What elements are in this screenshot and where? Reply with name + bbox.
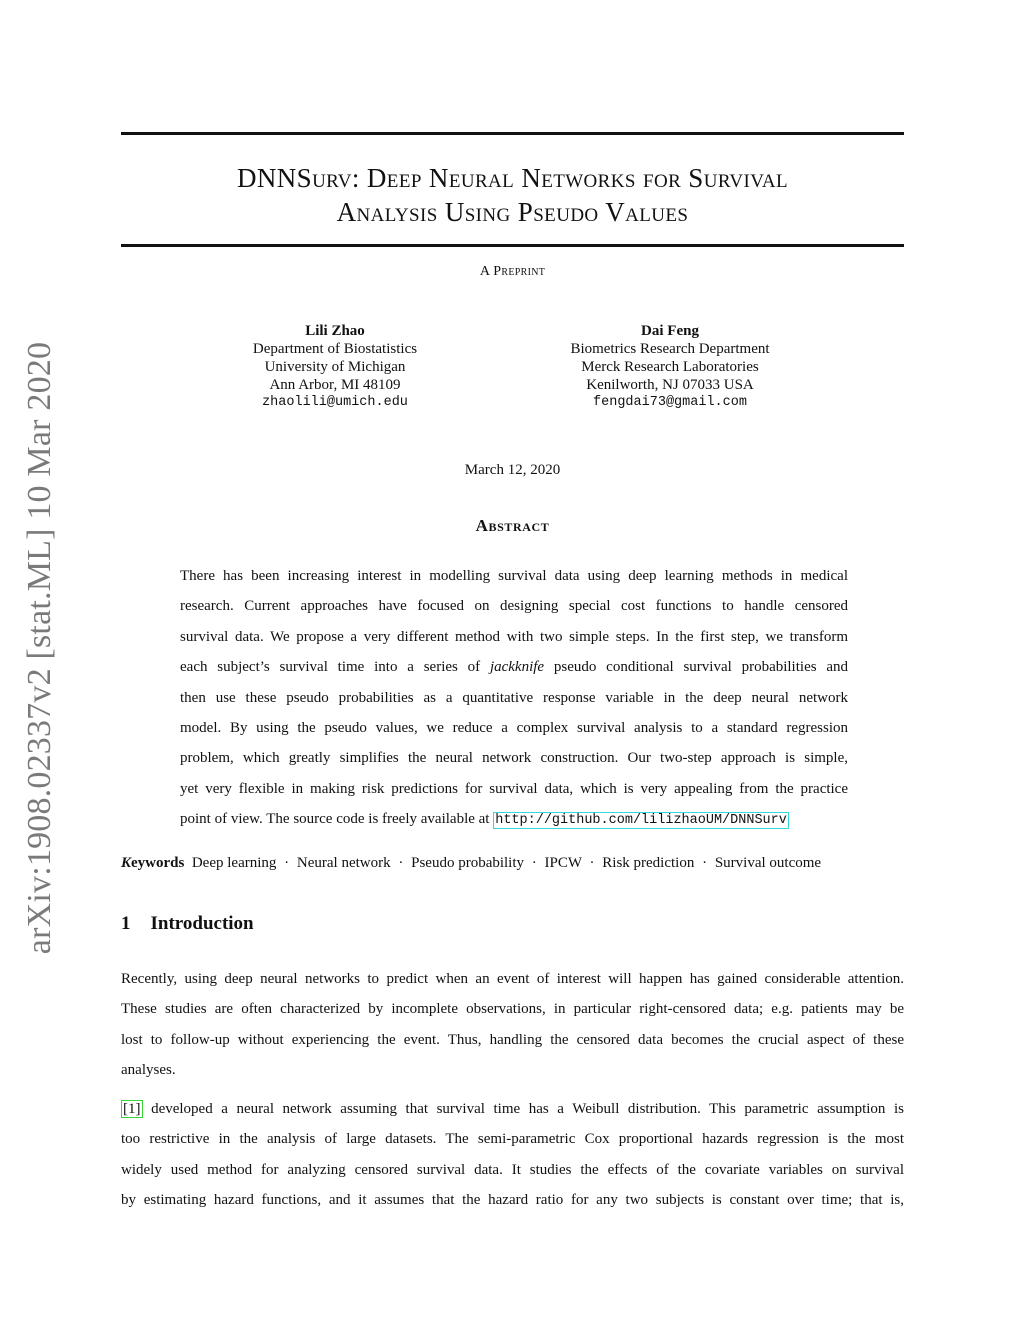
author-location: Ann Arbor, MI 48109: [269, 377, 401, 393]
keyword-separator: ·: [702, 855, 708, 871]
abstract-line: [180, 804, 848, 834]
author-department: Department of Biostatistics: [252, 341, 418, 357]
paragraph-text: developed a neural network assuming that survival time has a Weibull distribution. This parametric assumption is: [142, 1101, 904, 1117]
abstract-line: There has been increasing interest in modelling survival data using deep learning methods in medical: [180, 568, 848, 584]
paragraph-line: Recently, using deep neural networks to predict when an event of interest will happen has gained considerable attention.: [121, 971, 904, 987]
intro-paragraph-1: [121, 964, 904, 1086]
title-top-rule: [121, 132, 904, 135]
keywords: [121, 855, 821, 872]
author-block-1: [215, 322, 455, 412]
title-bottom-rule: [121, 244, 904, 247]
section-number: 1: [121, 913, 131, 934]
abstract-line: problem, which greatly simplifies the neural network construction. Our two-step approach is simple,: [180, 750, 848, 767]
abstract-text: point of view. The source code is freely available at: [180, 811, 494, 828]
keywords-label: eywords: [131, 855, 185, 871]
abstract-line: then use these pseudo probabilities as a quantitative response variable in the deep neural network: [180, 689, 848, 706]
source-code-link[interactable]: http://github.com/lilizhaoUM/DNNSurv: [495, 813, 787, 829]
keyword-item: Survival outcome: [714, 855, 822, 871]
paragraph-line: lost to follow-up without experiencing the event. Thus, handling the censored data becomes the crucial aspect of these: [121, 1031, 904, 1048]
publication-date: March 12, 2020: [464, 462, 561, 478]
author-location: Kenilworth, NJ 07033 USA: [586, 377, 754, 393]
paper-title-line-1: DNNSurv: Deep Neural Networks for Survival: [236, 163, 789, 193]
author-block-2: [530, 322, 810, 412]
author-email[interactable]: fengdai73@gmail.com: [593, 395, 747, 410]
preprint-label: A Preprint: [479, 264, 546, 279]
author-name: Dai Feng: [641, 323, 699, 339]
abstract-emphasis: jackknife: [489, 659, 545, 676]
author-institution: University of Michigan: [264, 359, 406, 375]
paragraph-line: too restrictive in the analysis of large datasets. The semi-parametric Cox proportional hazards regression is the most: [121, 1131, 904, 1148]
keyword-item: Neural network: [296, 855, 391, 871]
paragraph-line: [121, 1094, 904, 1124]
keyword-item: Pseudo probability: [411, 855, 525, 871]
abstract-line: yet very flexible in making risk predictions for survival data, which is very appealing from the practice: [180, 780, 848, 797]
abstract-text: pseudo conditional survival probabilities and: [544, 659, 849, 676]
paragraph-line: by estimating hazard functions, and it assumes that the hazard ratio for any two subjects is constant over time; that is,: [121, 1192, 904, 1209]
keyword-separator: ·: [531, 855, 537, 871]
intro-paragraph-2: [121, 1094, 904, 1216]
keyword-item: Risk prediction: [602, 855, 695, 871]
paragraph-line: These studies are often characterized by incomplete observations, in particular right-censored data; e.g. patients may be: [121, 1001, 904, 1018]
author-department: Biometrics Research Department: [570, 341, 770, 357]
keywords-label-initial: K: [121, 855, 132, 871]
paper-title-line-2: Analysis Using Pseudo Values: [336, 197, 689, 227]
abstract-line: survival data. We propose a very different method with two simple steps. In the first step, we transform: [180, 628, 848, 645]
abstract-line: research. Current approaches have focused on designing special cost functions to handle censored: [180, 598, 848, 615]
keyword-separator: ·: [398, 855, 404, 871]
paragraph-line: widely used method for analyzing censored survival data. It studies the effects of the covariate variables on survival: [121, 1161, 904, 1178]
section-heading-introduction: [121, 913, 254, 935]
paragraph-line: analyses.: [121, 1062, 176, 1079]
keyword-item: Deep learning: [191, 855, 277, 871]
abstract-line: [180, 652, 848, 682]
keyword-separator: ·: [589, 855, 595, 871]
abstract-text: each subject’s survival time into a series of: [180, 659, 490, 676]
section-title: Introduction: [150, 913, 254, 934]
author-name: Lili Zhao: [305, 323, 365, 339]
abstract-line: model. By using the pseudo values, we reduce a complex survival analysis to a standard regression: [180, 719, 848, 736]
keyword-item: IPCW: [544, 855, 582, 871]
author-institution: Merck Research Laboratories: [581, 359, 759, 375]
abstract-body: [180, 561, 848, 835]
citation-link[interactable]: [1]: [123, 1101, 141, 1117]
arxiv-identifier: arXiv:1908.02337v2 [stat.ML] 10 Mar 2020: [21, 341, 58, 955]
keyword-separator: ·: [284, 855, 290, 871]
abstract-heading: Abstract: [475, 516, 550, 535]
author-email[interactable]: zhaolili@umich.edu: [262, 395, 408, 410]
